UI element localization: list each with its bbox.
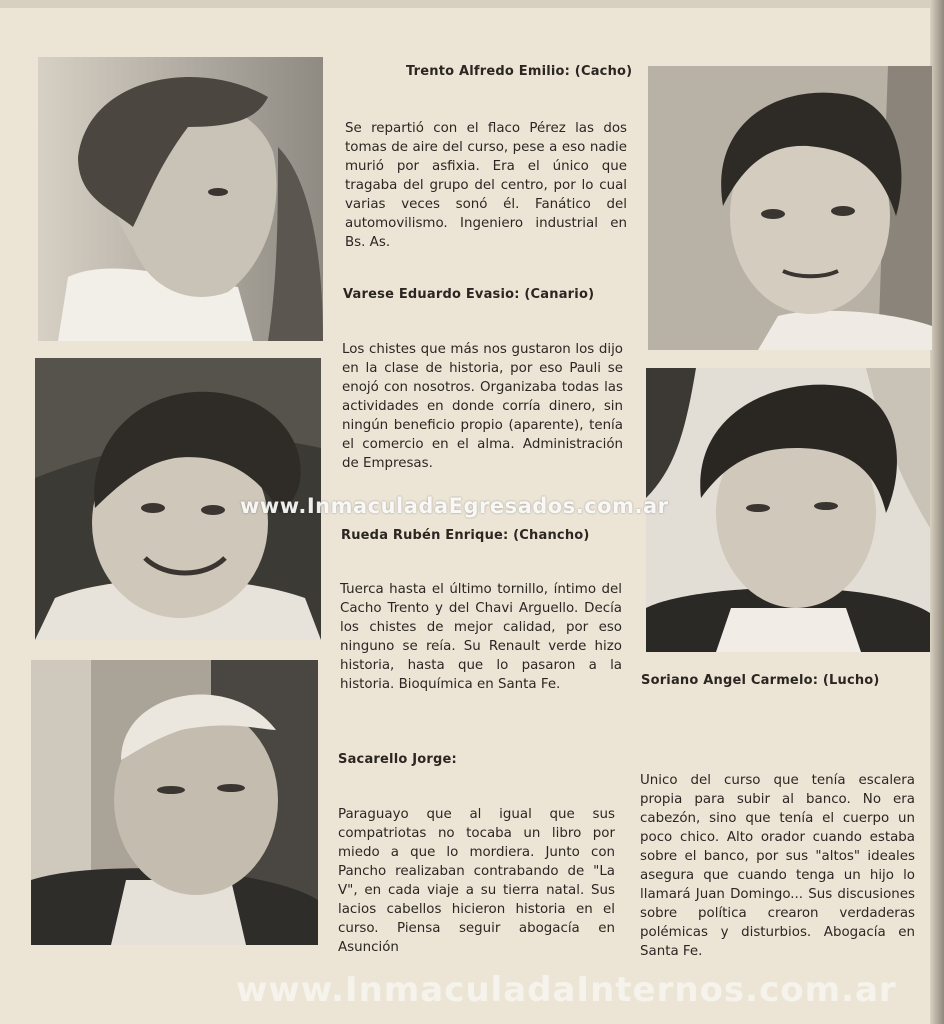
entry-bio-sacarello	[338, 805, 615, 957]
entry-name-varese: Varese Eduardo Evasio: (Canario)	[343, 287, 595, 302]
entry-name-trento: Trento Alfredo Emilio: (Cacho)	[406, 64, 633, 79]
portrait-photo-profile	[38, 57, 323, 341]
entry-bio-text: Unico del curso que tenía escalera propia para subir al banco. No era cabezón, sino que tenía el cuerpo un poco chico. Alto orador cuando estaba sobre el banco, por sus "altos" ideales asegura que cuando tenga un hijo lo llamará Juan Domingo... Sus discusiones sobre política crearon verdaderas polémicas y disturbios. Abogacía en Santa Fe.	[640, 773, 915, 959]
watermark-internos: www.InmaculadaInternos.com.ar	[236, 970, 897, 1010]
portrait-photo-right-top	[648, 66, 932, 350]
page-binding-edge	[930, 0, 944, 1024]
entry-bio-text: Los chistes que más nos gustaron los dijo en la clase de historia, por eso Pauli se enojó con nosotros. Organizaba todas las actividades en donde corría dinero, sin ningún beneficio propio (aparente), tenía el comercio en el alma. Administración de Empresas.	[342, 342, 623, 471]
entry-bio-rueda	[340, 580, 622, 694]
entry-bio-soriano	[640, 771, 915, 961]
entry-name-sacarello: Sacarello Jorge:	[338, 752, 457, 767]
entry-bio-trento	[345, 119, 627, 252]
entry-bio-text: Se repartió con el flaco Pérez las dos tomas de aire del curso, pese a eso nadie murió por asfixia. Era el único que tragaba del grupo del centro, por lo cual varias veces sonó él. Fanático del automovilismo. Ingeniero industrial en Bs. As.	[345, 121, 627, 250]
entry-name-rueda: Rueda Rubén Enrique: (Chancho)	[341, 528, 590, 543]
watermark-egresados: www.InmaculadaEgresados.com.ar	[240, 494, 669, 518]
entry-bio-text: Tuerca hasta el último tornillo, íntimo del Cacho Trento y del Chavi Arguello. Decía los chistes de mejor calidad, por eso ninguno se reía. Su Renault verde hizo historia, hasta que lo pasaron a la historia. Bioquímica en Santa Fe.	[340, 582, 622, 692]
portrait-photo-right-bottom	[646, 368, 930, 652]
portrait-photo-squinting	[31, 660, 318, 945]
entry-bio-varese	[342, 340, 623, 473]
page-top-edge	[0, 0, 944, 8]
entry-bio-text: Paraguayo que al igual que sus compatriotas no tocaba un libro por miedo a que lo mordiera. Junto con Pancho realizaban contrabando de "La V", en cada viaje a su tierra natal. Sus lacios cabellos hicieron historia en el curso. Piensa seguir abogacía en Asunción	[338, 807, 615, 955]
entry-name-soriano: Soriano Angel Carmelo: (Lucho)	[641, 673, 880, 688]
